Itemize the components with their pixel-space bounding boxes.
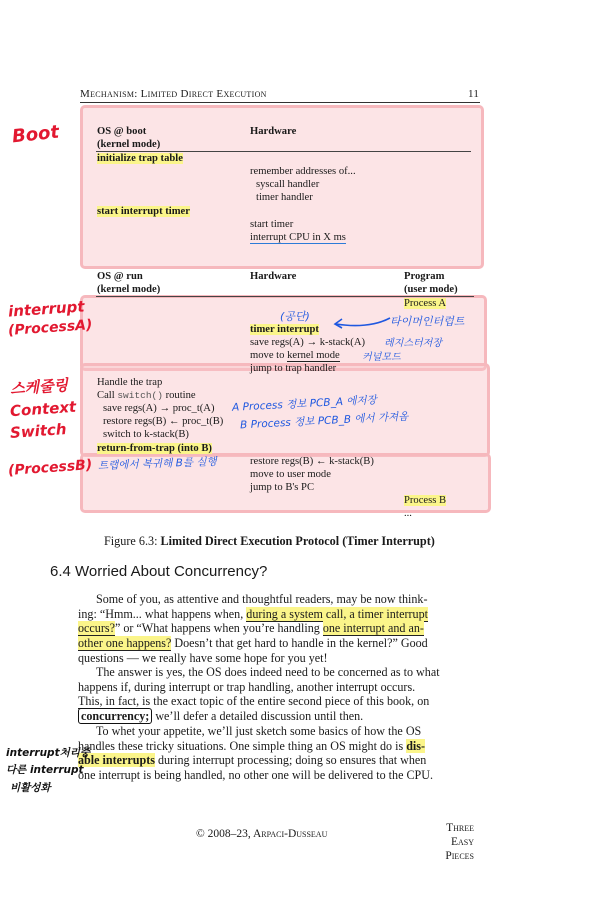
p2-line-2: happens if, during interrupt or trap handling, another interrupt occurs. <box>78 679 416 694</box>
jump-trap-handler: jump to trap handler <box>250 363 337 374</box>
col-program-mode: (user mode) <box>404 284 458 295</box>
col-os-boot-mode: (kernel mode) <box>97 139 161 150</box>
p1-l3a: occurs? <box>78 621 115 636</box>
annot-arrow-icon <box>330 314 392 330</box>
restore-regs-kstack: restore regs(B) ← k-stack(B) <box>250 456 374 467</box>
p2-line-1: The answer is yes, the OS does indeed need to be concerned as to what <box>96 665 440 679</box>
return-from-trap: return-from-trap (into B) <box>97 443 212 454</box>
p1-line-1: Some of you, as attentive and thoughtful readers, may be now think- <box>96 592 428 606</box>
call-suffix: routine <box>162 390 196 401</box>
p2-l3b: is the exact topic of the entire second piece of this book, on <box>139 694 430 709</box>
call-prefix: Call <box>97 390 118 401</box>
col-hardware-head: Hardware <box>250 126 297 137</box>
p1-l2a: ing: “Hmm... what happens when, <box>78 606 247 621</box>
paragraph-3 <box>78 724 481 783</box>
annot-pcb-a: A Process 정보 PCB_A 에저장 <box>231 394 378 414</box>
footer-three: Three <box>446 822 474 834</box>
margin-note-1: interrupt처리중 <box>6 747 91 759</box>
p1-line-5: questions — we really have some hope for you yet! <box>78 650 328 665</box>
footer-easy: Easy <box>450 836 474 848</box>
annot-timer-kr: 타이머인터럽트 <box>390 315 465 328</box>
col-os-run-head: OS @ run <box>97 271 143 282</box>
caption-text: Limited Direct Execution Protocol (Timer Interrupt) <box>160 534 435 548</box>
p1-l3c: one interrupt and an- <box>322 621 424 636</box>
paragraph-1 <box>78 592 481 666</box>
annot-return-kr: 트랩에서 복귀해 B를 실행 <box>97 455 217 473</box>
p3-l2b: dis- <box>406 738 426 753</box>
p3-l2a: handles these tricky situations. One simple thing an OS might do is <box>78 738 407 753</box>
hw-start-timer: start timer <box>250 219 294 230</box>
program-ellipsis: ... <box>404 508 412 519</box>
handle-trap: Handle the trap <box>97 377 163 388</box>
hw-timer-handler: timer handler <box>256 192 313 203</box>
annot-interrupt: interrupt <box>7 297 86 321</box>
p2-l4b: we’ll defer a detailed discussion until then. <box>152 709 364 724</box>
switch-kstack: switch to k-stack(B) <box>103 429 189 440</box>
p3-line-1: To whet your appetite, we’ll just sketch some basics of how the OS <box>96 724 422 738</box>
figure-caption <box>104 534 435 549</box>
annot-kernel-kr: 커널모드 <box>362 352 401 363</box>
annot-context: Context <box>9 397 77 421</box>
p2-l3a: This, in fact, <box>78 694 140 709</box>
process-a: Process A <box>404 298 447 309</box>
section-title: 6.4 Worried About Concurrency? <box>50 563 268 580</box>
timer-interrupt: timer interrupt <box>250 324 319 335</box>
running-header: Mechanism: Limited Direct Execution <box>80 88 267 100</box>
start-interrupt-timer: start interrupt timer <box>97 206 190 217</box>
p3-l3a: able interrupts <box>78 753 155 768</box>
annot-boot: Boot <box>11 121 61 148</box>
col-os-boot-head: OS @ boot <box>97 126 147 137</box>
annot-process-a: (ProcessA) <box>7 317 93 339</box>
paragraph-2 <box>78 665 481 724</box>
save-regs-kstack: save regs(A) → k-stack(A) <box>250 337 366 348</box>
margin-note-2: 다른 interrupt <box>6 764 84 776</box>
page-number: 11 <box>468 88 480 100</box>
hw-remember: remember addresses of... <box>250 166 356 177</box>
caption-label: Figure 6.3: <box>104 534 158 548</box>
col-os-run-mode: (kernel mode) <box>97 284 161 295</box>
annot-pcb-b: B Process 정보 PCB_B 에서 가져옴 <box>239 410 409 432</box>
footer-pieces: Pieces <box>445 850 474 862</box>
move-user-mode: move to user mode <box>250 469 331 480</box>
annot-switch: Switch <box>9 420 68 442</box>
p1-l4a: other one happens? <box>78 636 172 651</box>
process-b: Process B <box>404 495 447 506</box>
col-hardware-run-head: Hardware <box>250 271 297 282</box>
footer-copyright: © 2008–23, Arpaci-Dusseau <box>196 828 328 840</box>
p1-l3b: ” or “What happens when you’re handling <box>114 621 323 636</box>
hw-interrupt-cpu: interrupt CPU in X ms <box>250 232 346 243</box>
margin-note-3: 비활성화 <box>10 782 51 794</box>
annot-process-b: (ProcessB) <box>7 457 93 479</box>
jump-b-pc: jump to B's PC <box>250 482 315 493</box>
footer-book-title <box>432 821 474 863</box>
header-rule <box>80 102 480 103</box>
p2-concurrency: concurrency; <box>78 708 152 724</box>
move-to-prefix: move to <box>250 350 288 361</box>
p3-l3b: during interrupt processing; doing so ensures that when <box>154 753 427 768</box>
restore-regs-proc: restore regs(B) ← proc_t(B) <box>103 416 224 427</box>
col-program-head: Program <box>404 271 445 282</box>
switch-code: switch() <box>117 390 163 401</box>
annot-save-kr: 레지스터저장 <box>384 338 442 349</box>
annot-scheduling: 스케줄링 <box>9 375 69 398</box>
p1-l4b: Doesn’t that get hard to handle in the kernel?” Good <box>171 636 428 651</box>
p3-line-4: one interrupt is being handled, no other one will be delivered to the CPU. <box>78 768 434 783</box>
annot-paren: (공단) <box>280 310 310 323</box>
hw-syscall: syscall handler <box>256 179 320 190</box>
init-trap-table: initialize trap table <box>97 153 183 164</box>
save-regs-proc: save regs(A) → proc_t(A) <box>103 403 215 414</box>
p1-l2b: during a system call, a timer interrupt <box>246 606 428 621</box>
kernel-mode-underlined: kernel mode <box>287 350 340 361</box>
